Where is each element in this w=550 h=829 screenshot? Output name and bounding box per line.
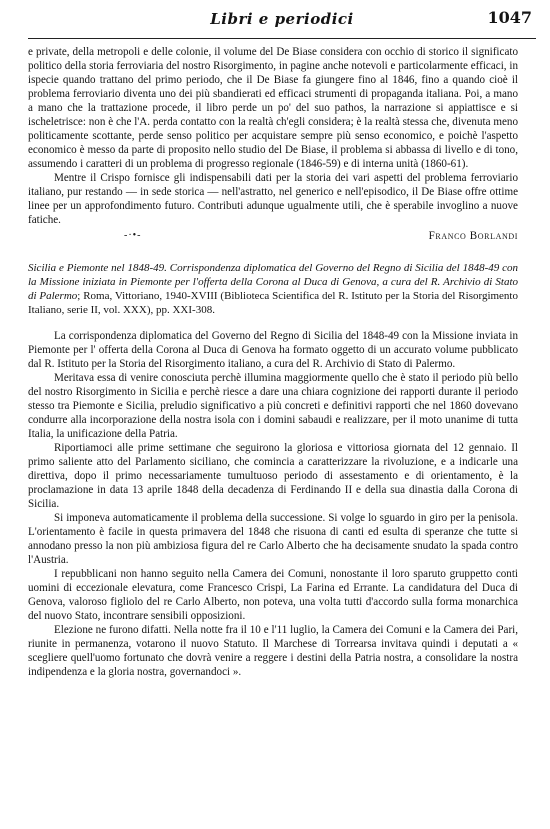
review2-paragraph-6: Elezione ne furono difatti. Nella notte fra il 10 e l'11 luglio, la Camera dei Comuni e la Camera dei Pari, riunite in permanenza, votarono il nuovo Statuto. Il Marchese di Torrearsa invitava quindi i deputati a « scegliere quell'uomo fortunato che dovrà venire a reggere i destini della Patria nostra, a consolidare la nostra indipendenza e la gloria nostra, governandoci ». [28, 624, 518, 678]
review1-paragraph-1: e private, della metropoli e delle colonie, il volume del De Biase considera con occhio di storico il significato politico della storia ferroviaria del nostro Risorgimento, in pagine anche notevoli e particolarmente efficaci, in ispecie quando trattano del primo periodo, che il De Biase fa giungere fino al 1846, fino a quando cioè il problema ferroviario diventa uno dei più sbandierati ed efficaci strumenti di propaganda italiana. Poi, a mano a mano che la trattazione procede, il libro perde un po' del suo pathos, la narrazione si appiattisce e si ischeletrisce: non è che l'A. perda contatto con la realtà ch'egli considera; è la realtà stessa che, divenuta meno politicamente scottante, perde senso politico per acquistare sempre più senso economico, e poichè l'aspetto economico è messo da parte di proposito nello studio del De Biase, il problema si abbassa di livello e di tono, assumendo i caratteri di un problema di progresso regionale (1846-59) e di interna unità (1860-61). [28, 46, 518, 170]
review2-paragraph-2: Meritava essa di venire conosciuta perchè illumina maggiormente quello che è stato il periodo più bello del nostro Risorgimento in Sicilia e perchè riesce a dare una chiara cognizione dei rapporti durante il periodo stesso tra Piemonte e Sicilia, preludio significativo a più concreti e definitivi rapporti che nel 1860 dovevano condurre alla incorporazione della nostra isola con i domini sabaudi e realizzare, per il moto unanime di tutta Italia, la unificazione della Patria. [28, 372, 518, 440]
review2-paragraph-5: I repubblicani non hanno seguito nella Camera dei Comuni, nonostante il loro sparuto gruppetto conti uomini di eccezionale elevatura, come Francesco Crispi, La Farina ed Errante. La candidatura del Duca di Genova, valoroso figliolo del re Carlo Alberto, non poteva, una volta tutti d'accordo sulla forma monarchica del nuovo Stato, incontrare sensibili opposizioni. [28, 568, 518, 622]
page-number: 1047 [487, 8, 532, 27]
book-citation [28, 261, 518, 317]
review2-paragraph-3: Riportiamoci alle prime settimane che seguirono la gloriosa e vittoriosa giornata del 12 gennaio. Il primo saliente atto del Parlamento siciliano, che comincia a caratterizzare la rivoluzione, e a indicarle una direttiva, dopo il primo necessariamente tumultuoso periodo di assestamento e di orientamento, è la proclamazione in data 13 aprile 1848 della decadenza di Ferdinando II e della sua dinastia dalla Corona di Sicilia. [28, 442, 518, 510]
review1-paragraph-2: Mentre il Crispo fornisce gli indispensabili dati per la storia dei vari aspetti del problema ferroviario italiano, pur restando — in sede storica — nell'astratto, nel generico e nell'episodico, il De Biase offre ottime linee per un approfondimento futuro. Contributi adunque ugualmente utili, che è sperabile invoglino a nuove fatiche. [28, 172, 518, 226]
running-header [28, 0, 536, 39]
citation-details: ; Roma, Vittoriano, 1940-XVIII (Biblioteca Scientifica del R. Istituto per la Storia del Risorgimento Italiano, serie II, vol. XXX), pp. XXI-308. [28, 290, 518, 316]
page-content [28, 45, 518, 679]
citation-title: Sicilia e Piemonte nel 1848-49. Corrispondenza diplomatica del Governo del Regno di Sicilia del 1848-49 con la Missione iniziata in Piemonte per l'offerta della Corona al Duca di Genova, a cura del R. Archivio di Stato di Palermo [28, 262, 518, 302]
running-title: Libri e periodici [210, 10, 354, 28]
review2-paragraph-4: Si imponeva automaticamente il problema della successione. Si volge lo sguardo in giro per la penisola. L'orientamento è facile in questa primavera del 1848 che risuona di canti ed esulta di speranze che tutte si annodano presso la non più ambiziosa figura del re Carlo Alberto che ha decisamente snudato la spada contro l'Austria. [28, 512, 518, 566]
signature-row [28, 229, 518, 245]
section-ornament: -·•- [124, 230, 142, 241]
review2-paragraph-1: La corrispondenza diplomatica del Governo del Regno di Sicilia del 1848-49 con la Missione inviata in Piemonte per l' offerta della Corona al Duca di Genova ha formato oggetto di un accurato volume pubblicato dal R. Istituto per la Storia del Risorgimento italiano, a cura del R. Archivio di Stato di Palermo. [28, 330, 518, 370]
reviewer-name: Franco Borlandi [428, 230, 518, 242]
